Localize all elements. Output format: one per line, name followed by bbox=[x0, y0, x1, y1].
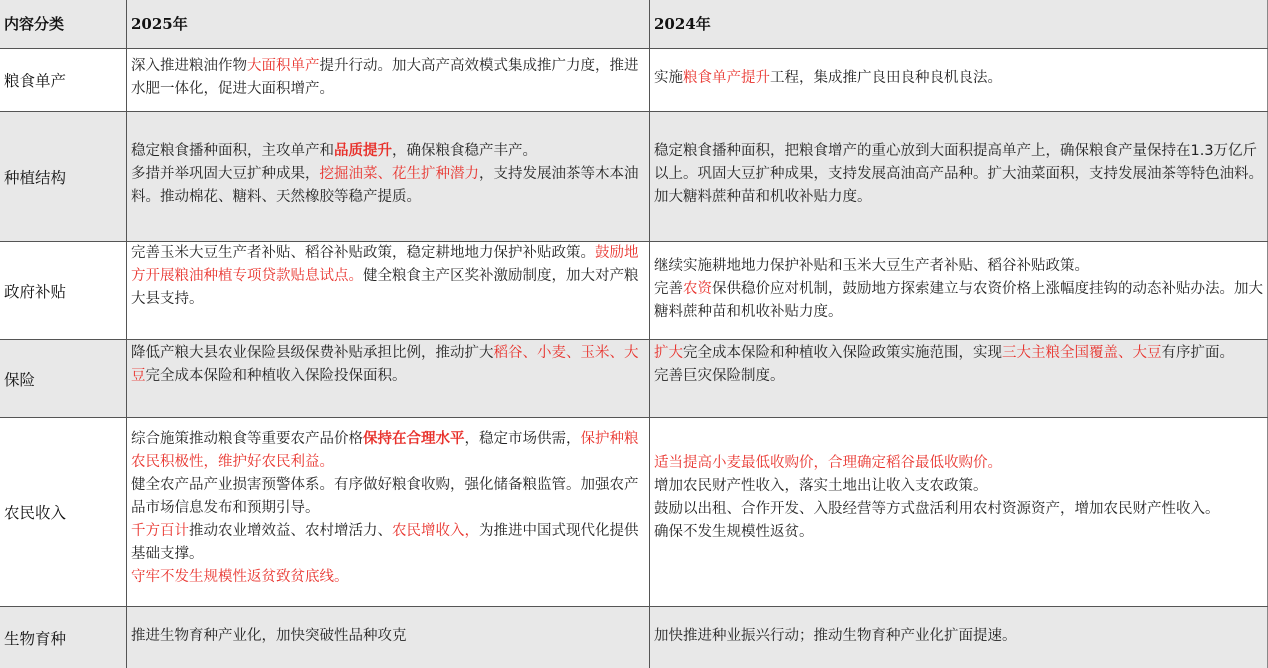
cell-paragraph bbox=[654, 67, 1264, 90]
cell-paragraph bbox=[131, 55, 646, 101]
body-text: 完善 bbox=[654, 281, 683, 297]
highlight-text: 粮食单产提升 bbox=[683, 70, 770, 86]
header-2025: 2025年 bbox=[126, 0, 649, 48]
body-text: 多措并举巩固大豆扩种成果， bbox=[131, 166, 320, 182]
body-text: 为推进中国式现代化提供基础支撑。 bbox=[131, 523, 639, 562]
cell-paragraph bbox=[654, 498, 1264, 521]
cell-2024 bbox=[649, 112, 1268, 241]
highlight-text: 三大主粮全国覆盖、大豆 bbox=[1002, 345, 1162, 361]
cell-paragraph bbox=[654, 521, 1264, 544]
highlight-text: 保持在合理水平 bbox=[363, 431, 465, 447]
highlight-text: 守牢不发生规模性返贫致贫底线。 bbox=[131, 569, 349, 585]
cell-paragraph bbox=[131, 625, 646, 648]
body-text: 综合施策推动粮食等重要农产品价格 bbox=[131, 431, 363, 447]
table-row-bio-breeding bbox=[0, 607, 1268, 668]
body-text: 完善巨灾保险制度。 bbox=[654, 368, 785, 384]
table-row-farmer-income bbox=[0, 418, 1268, 607]
highlight-text: 适当提高小麦最低收购价，合理确定稻谷最低收购价。 bbox=[654, 455, 1002, 471]
category-cell: 政府补贴 bbox=[4, 282, 67, 301]
cell-2024 bbox=[649, 340, 1268, 417]
highlight-text: 大面积单产 bbox=[247, 58, 320, 74]
body-text: 鼓励以出租、合作开发、入股经营等方式盘活利用农村资源资产，增加农民财产性收入。 bbox=[654, 501, 1220, 517]
category-cell: 种植结构 bbox=[4, 168, 67, 187]
highlight-text: 扩大 bbox=[654, 345, 683, 361]
cell-2025 bbox=[126, 242, 649, 339]
table-row-insurance bbox=[0, 340, 1268, 418]
cell-2024 bbox=[649, 418, 1268, 606]
body-text: 有序扩面。 bbox=[1161, 345, 1234, 361]
cell-paragraph bbox=[131, 242, 646, 311]
body-text: 降低产粮大县农业保险县级保费补贴承担比例，推动扩大 bbox=[131, 345, 494, 361]
body-text: 推进生物育种产业化，加快突破性品种攻克 bbox=[131, 628, 407, 644]
cell-2025 bbox=[126, 340, 649, 417]
highlight-text: 稻谷、小麦、玉米、大豆 bbox=[131, 345, 639, 384]
cell-paragraph bbox=[131, 428, 646, 474]
cell-paragraph bbox=[654, 278, 1264, 324]
cell-paragraph bbox=[131, 474, 646, 520]
highlight-text: 挖掘油菜、花生扩种潜力 bbox=[319, 166, 479, 182]
highlight-text: 农资 bbox=[683, 281, 712, 297]
body-text: 继续实施耕地地力保护补贴和玉米大豆生产者补贴、稻谷补贴政策。 bbox=[654, 258, 1089, 274]
cell-2025 bbox=[126, 49, 649, 111]
cell-2025 bbox=[126, 607, 649, 668]
body-text: 深入推进粮油作物 bbox=[131, 58, 247, 74]
cell-paragraph bbox=[654, 140, 1264, 209]
body-text: 健全农产品产业损害预警体系。有序做好粮食收购，强化储备粮监管。加强农产品市场信息发布和预期引导。 bbox=[131, 477, 639, 516]
body-text: 提升行动。加大高产高效模式集成推广力度，推进水肥一体化，促进大面积增产。 bbox=[131, 58, 639, 97]
body-text: ，稳定市场供需， bbox=[464, 431, 581, 447]
table-row-planting-structure bbox=[0, 112, 1268, 242]
body-text: 推动农业增效益、农村增活力、 bbox=[189, 523, 392, 539]
body-text: 增加农民财产性收入，落实土地出让收入支农政策。 bbox=[654, 478, 988, 494]
cell-paragraph bbox=[131, 520, 646, 566]
highlight-text: 农民增收入， bbox=[392, 523, 479, 539]
highlight-text: 鼓励地方开展粮油种植专项贷款贴息试点。 bbox=[131, 245, 639, 284]
body-text: 完全成本保险和种植收入保险政策实施范围，实现 bbox=[683, 345, 1002, 361]
cell-2024 bbox=[649, 607, 1268, 668]
body-text: 确保不发生规模性返贫。 bbox=[654, 524, 814, 540]
body-text: 加快推进种业振兴行动；推动生物育种产业化扩面提速。 bbox=[654, 628, 1017, 644]
cell-2025 bbox=[126, 418, 649, 606]
header-category: 内容分类 bbox=[4, 15, 65, 33]
cell-paragraph bbox=[654, 255, 1264, 278]
table-header-row bbox=[0, 0, 1268, 49]
highlight-text: 保护种粮农民积极性，维护好农民利益。 bbox=[131, 431, 639, 470]
category-cell: 农民收入 bbox=[4, 504, 67, 522]
body-text: ，确保粮食稳产丰产。 bbox=[392, 143, 537, 159]
highlight-text: 千方百计 bbox=[131, 523, 189, 539]
cell-paragraph bbox=[654, 475, 1264, 498]
table-row-subsidy bbox=[0, 242, 1268, 340]
cell-2024 bbox=[649, 49, 1268, 111]
cell-2024 bbox=[649, 242, 1268, 339]
cell-paragraph bbox=[131, 566, 646, 589]
cell-paragraph bbox=[654, 452, 1264, 475]
cell-paragraph bbox=[654, 625, 1264, 648]
category-cell: 粮食单产 bbox=[4, 72, 67, 90]
body-text: 完全成本保险和种植收入保险投保面积。 bbox=[145, 368, 407, 384]
body-text: 实施 bbox=[654, 70, 683, 86]
body-text: 保供稳价应对机制，鼓励地方探索建立与农资价格上涨幅度挂钩的动态补贴办法。加大糖料蔗种苗和机收补贴力度。 bbox=[654, 281, 1263, 320]
category-cell: 保险 bbox=[4, 370, 36, 389]
header-2024: 2024年 bbox=[649, 0, 1268, 48]
body-text: 稳定粮食播种面积，主攻单产和 bbox=[131, 143, 334, 159]
cell-paragraph bbox=[654, 342, 1264, 365]
body-text: 稳定粮食播种面积，把粮食增产的重心放到大面积提高单产上，确保粮食产量保持在1.3万亿斤以上。巩固大豆扩种成果，支持发展高油高产品种。扩大油菜面积，支持发展油茶等特色油料。加大糖料蔗种苗和机收补贴力度。 bbox=[654, 143, 1263, 205]
cell-paragraph bbox=[131, 140, 646, 163]
table-row-grain-yield bbox=[0, 49, 1268, 112]
cell-2025 bbox=[126, 112, 649, 241]
body-text: ，支持发展油茶等木本油料。推动棉花、糖料、天然橡胶等稳产提质。 bbox=[131, 166, 639, 205]
cell-paragraph bbox=[131, 342, 646, 388]
highlight-text: 品质提升 bbox=[334, 143, 392, 159]
body-text: 工程，集成推广良田良种良机良法。 bbox=[770, 70, 1002, 86]
category-cell: 生物育种 bbox=[4, 629, 67, 648]
cell-paragraph bbox=[654, 365, 1264, 388]
cell-paragraph bbox=[131, 163, 646, 209]
body-text: 完善玉米大豆生产者补贴、稻谷补贴政策，稳定耕地地力保护补贴政策。 bbox=[131, 245, 595, 261]
body-text: 健全粮食主产区奖补激励制度，加大对产粮大县支持。 bbox=[131, 268, 639, 307]
